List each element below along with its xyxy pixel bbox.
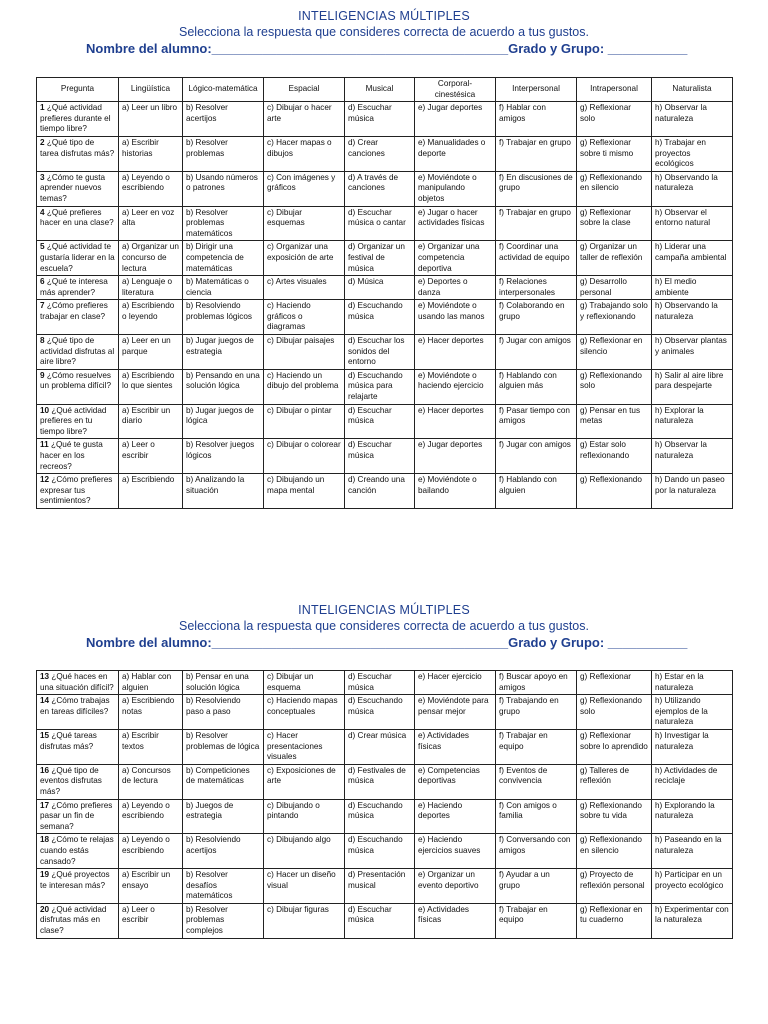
- answer-option-cell[interactable]: g) Reflexionar: [577, 671, 652, 695]
- answer-option-cell[interactable]: e) Manualidades o deporte: [415, 136, 496, 171]
- answer-option-cell[interactable]: f) Hablando con alguien: [496, 474, 577, 509]
- question-cell: [37, 136, 119, 171]
- question-text: ¿Cómo prefieres expresar tus sentimientos?: [40, 475, 113, 506]
- answer-option-cell[interactable]: g) Reflexionar sobre ti mismo: [577, 136, 652, 171]
- answer-option-cell[interactable]: f) Hablar con amigos: [496, 102, 577, 137]
- question-number: 4: [40, 207, 45, 217]
- answer-option-cell[interactable]: f) Coordinar una actividad de equipo: [496, 241, 577, 276]
- table-row: [37, 869, 733, 904]
- answer-option-cell[interactable]: b) Resolviendo acertijos: [183, 834, 264, 869]
- answer-option-cell[interactable]: f) Con amigos o familia: [496, 799, 577, 834]
- table-row: [37, 474, 733, 509]
- table-row: [37, 300, 733, 335]
- quiz-table-2: [36, 670, 733, 939]
- answer-option-cell[interactable]: f) Pasar tiempo con amigos: [496, 404, 577, 439]
- answer-option-cell[interactable]: b) Pensando en una solución lógica: [183, 369, 264, 404]
- answer-option-cell[interactable]: c) Dibujar esquemas: [264, 206, 345, 241]
- question-number: 7: [40, 301, 45, 311]
- answer-option-cell[interactable]: b) Pensar en una solución lógica: [183, 671, 264, 695]
- answer-option-cell[interactable]: h) Trabajar en proyectos ecológicos: [652, 136, 733, 171]
- answer-option-cell[interactable]: f) Trabajar en equipo: [496, 903, 577, 938]
- question-text: ¿Qué haces en una situación difícil?: [40, 672, 114, 692]
- answer-option-cell[interactable]: h) Salir al aire libre para despejarte: [652, 369, 733, 404]
- answer-option-cell[interactable]: h) Observando la naturaleza: [652, 300, 733, 335]
- answer-option-cell[interactable]: h) Actividades de reciclaje: [652, 764, 733, 799]
- answer-option-cell[interactable]: c) Dibujando o pintando: [264, 799, 345, 834]
- answer-option-cell[interactable]: h) Explorando la naturaleza: [652, 799, 733, 834]
- answer-option-cell[interactable]: e) Actividades físicas: [415, 903, 496, 938]
- answer-option-cell[interactable]: a) Leyendo o escribiendo: [119, 171, 183, 206]
- question-text: ¿Cómo te gusta aprender nuevos temas?: [40, 172, 106, 203]
- table-row: [37, 206, 733, 241]
- question-text: ¿Qué actividad prefieres en tu tiempo libre?: [40, 405, 107, 436]
- answer-option-cell[interactable]: h) Dando un paseo por la naturaleza: [652, 474, 733, 509]
- table-row: [37, 671, 733, 695]
- table-row: [37, 241, 733, 276]
- answer-option-cell[interactable]: e) Hacer ejercicio: [415, 671, 496, 695]
- question-text: ¿Qué te interesa más aprender?: [40, 277, 108, 297]
- answer-option-cell[interactable]: d) Presentación musical: [345, 869, 415, 904]
- answer-option-cell[interactable]: f) Eventos de convivencia: [496, 764, 577, 799]
- table-row: [37, 136, 733, 171]
- answer-option-cell[interactable]: c) Dibujando un mapa mental: [264, 474, 345, 509]
- column-header: Corporal-cinestésica: [415, 78, 496, 102]
- question-cell: [37, 276, 119, 300]
- table-row: [37, 764, 733, 799]
- answer-option-cell[interactable]: g) Talleres de reflexión: [577, 764, 652, 799]
- answer-option-cell[interactable]: g) Reflexionando en silencio: [577, 171, 652, 206]
- question-cell: [37, 241, 119, 276]
- answer-option-cell[interactable]: c) Organizar una exposición de arte: [264, 241, 345, 276]
- answer-option-cell[interactable]: g) Reflexionar solo: [577, 102, 652, 137]
- answer-option-cell[interactable]: a) Escribir textos: [119, 729, 183, 764]
- answer-option-cell[interactable]: e) Jugar deportes: [415, 439, 496, 474]
- table-row: [37, 903, 733, 938]
- column-header: Interpersonal: [496, 78, 577, 102]
- table-row: [37, 695, 733, 730]
- answer-option-cell[interactable]: g) Reflexionar en silencio: [577, 335, 652, 370]
- answer-option-cell[interactable]: c) Artes visuales: [264, 276, 345, 300]
- answer-option-cell[interactable]: d) Escuchar música: [345, 404, 415, 439]
- answer-option-cell[interactable]: e) Moviéndote para pensar mejor: [415, 695, 496, 730]
- question-cell: [37, 903, 119, 938]
- answer-option-cell[interactable]: e) Haciendo deportes: [415, 799, 496, 834]
- answer-option-cell[interactable]: c) Con imágenes y gráficos: [264, 171, 345, 206]
- question-number: 13: [40, 672, 50, 681]
- answer-option-cell[interactable]: a) Leer o escribir: [119, 903, 183, 938]
- question-cell: [37, 369, 119, 404]
- question-text: ¿Cómo trabajas en tareas difíciles?: [40, 696, 110, 716]
- answer-option-cell[interactable]: h) Observar la naturaleza: [652, 102, 733, 137]
- answer-option-cell[interactable]: e) Moviéndote o usando las manos: [415, 300, 496, 335]
- answer-option-cell[interactable]: d) Escuchando música: [345, 799, 415, 834]
- question-cell: [37, 695, 119, 730]
- answer-option-cell[interactable]: c) Hacer un diseño visual: [264, 869, 345, 904]
- table-row: [37, 834, 733, 869]
- sheet2-subtitle: Selecciona la respuesta que consideres correcta de acuerdo a tus gustos.: [179, 619, 589, 633]
- answer-option-cell[interactable]: f) Hablando con alguien más: [496, 369, 577, 404]
- answer-option-cell[interactable]: h) Observar el entorno natural: [652, 206, 733, 241]
- answer-option-cell[interactable]: a) Leer en un parque: [119, 335, 183, 370]
- answer-option-cell[interactable]: b) Resolver acertijos: [183, 102, 264, 137]
- answer-option-cell[interactable]: f) Trabajar en equipo: [496, 729, 577, 764]
- answer-option-cell[interactable]: c) Dibujar o hacer arte: [264, 102, 345, 137]
- sheet1-student-line: Nombre del alumno:_________________________________________Grado y Grupo: ___________: [86, 41, 688, 56]
- answer-option-cell[interactable]: c) Dibujando algo: [264, 834, 345, 869]
- answer-option-cell[interactable]: d) Escuchar música: [345, 671, 415, 695]
- answer-option-cell[interactable]: d) Escuchar música: [345, 102, 415, 137]
- question-cell: [37, 834, 119, 869]
- answer-option-cell[interactable]: c) Dibujar un esquema: [264, 671, 345, 695]
- answer-option-cell[interactable]: h) Estar en la naturaleza: [652, 671, 733, 695]
- question-text: ¿Qué tareas disfrutas más?: [40, 730, 97, 751]
- answer-option-cell[interactable]: c) Dibujar figuras: [264, 903, 345, 938]
- answer-option-cell[interactable]: d) Organizar un festival de música: [345, 241, 415, 276]
- answer-option-cell[interactable]: a) Leer un libro: [119, 102, 183, 137]
- quiz-table-1: [36, 77, 733, 509]
- answer-option-cell[interactable]: f) Trabajar en grupo: [496, 136, 577, 171]
- question-number: 16: [40, 765, 50, 775]
- answer-option-cell[interactable]: d) A través de canciones: [345, 171, 415, 206]
- question-number: 12: [40, 475, 50, 485]
- answer-option-cell[interactable]: g) Reflexionar sobre lo aprendido: [577, 729, 652, 764]
- question-text: ¿Qué prefieres hacer en una clase?: [40, 207, 114, 228]
- answer-option-cell[interactable]: c) Hacer mapas o dibujos: [264, 136, 345, 171]
- answer-option-cell[interactable]: e) Actividades físicas: [415, 729, 496, 764]
- answer-option-cell[interactable]: b) Resolviendo paso a paso: [183, 695, 264, 730]
- answer-option-cell[interactable]: c) Dibujar o pintar: [264, 404, 345, 439]
- answer-option-cell[interactable]: c) Dibujar o colorear: [264, 439, 345, 474]
- answer-option-cell[interactable]: h) Utilizando ejemplos de la naturaleza: [652, 695, 733, 730]
- question-number: 10: [40, 405, 50, 415]
- question-cell: [37, 671, 119, 695]
- answer-option-cell[interactable]: b) Analizando la situación: [183, 474, 264, 509]
- answer-option-cell[interactable]: a) Concursos de lectura: [119, 764, 183, 799]
- question-text: ¿Qué actividad prefieres durante el tiempo libre?: [40, 103, 111, 134]
- answer-option-cell[interactable]: e) Moviéndote o haciendo ejercicio: [415, 369, 496, 404]
- answer-option-cell[interactable]: a) Escribiendo notas: [119, 695, 183, 730]
- answer-option-cell[interactable]: d) Escuchando música: [345, 695, 415, 730]
- answer-option-cell[interactable]: b) Juegos de estrategia: [183, 799, 264, 834]
- column-header: Pregunta: [37, 78, 119, 102]
- answer-option-cell[interactable]: e) Jugar deportes: [415, 102, 496, 137]
- answer-option-cell[interactable]: e) Hacer deportes: [415, 404, 496, 439]
- answer-option-cell[interactable]: a) Leyendo o escribiendo: [119, 799, 183, 834]
- answer-option-cell[interactable]: g) Reflexionando solo: [577, 369, 652, 404]
- question-text: ¿Qué actividad disfrutas más en clase?: [40, 904, 107, 936]
- answer-option-cell[interactable]: d) Crear canciones: [345, 136, 415, 171]
- answer-option-cell[interactable]: h) Explorar la naturaleza: [652, 404, 733, 439]
- question-cell: [37, 206, 119, 241]
- question-text: ¿Cómo prefieres trabajar en clase?: [40, 301, 108, 321]
- question-text: ¿Qué tipo de tarea disfrutas más?: [40, 137, 115, 158]
- question-number: 6: [40, 277, 45, 287]
- answer-option-cell[interactable]: g) Reflexionando: [577, 474, 652, 509]
- question-text: ¿Qué tipo de actividad disfrutas al aire libre?: [40, 336, 115, 367]
- answer-option-cell[interactable]: e) Jugar o hacer actividades físicas: [415, 206, 496, 241]
- answer-option-cell[interactable]: d) Escuchar los sonidos del entorno: [345, 335, 415, 370]
- answer-option-cell[interactable]: g) Proyecto de reflexión personal: [577, 869, 652, 904]
- answer-option-cell[interactable]: g) Reflexionando solo: [577, 695, 652, 730]
- answer-option-cell[interactable]: a) Organizar un concurso de lectura: [119, 241, 183, 276]
- answer-option-cell[interactable]: a) Lenguaje o literatura: [119, 276, 183, 300]
- answer-option-cell[interactable]: b) Resolver problemas de lógica: [183, 729, 264, 764]
- question-number: 15: [40, 730, 50, 740]
- column-header: Lingüística: [119, 78, 183, 102]
- question-text: ¿Cómo prefieres pasar un fin de semana?: [40, 800, 113, 831]
- answer-option-cell[interactable]: c) Haciendo un dibujo del problema: [264, 369, 345, 404]
- sheet1-header: [0, 8, 768, 57]
- question-text: ¿Qué tipo de eventos disfrutas más?: [40, 765, 102, 796]
- answer-option-cell[interactable]: e) Hacer deportes: [415, 335, 496, 370]
- answer-option-cell[interactable]: b) Resolver problemas: [183, 136, 264, 171]
- column-header: Espacial: [264, 78, 345, 102]
- table-row: [37, 102, 733, 137]
- answer-option-cell[interactable]: f) Jugar con amigos: [496, 335, 577, 370]
- table-row: [37, 404, 733, 439]
- answer-option-cell[interactable]: d) Música: [345, 276, 415, 300]
- question-text: ¿Cómo te relajas cuando estás cansado?: [40, 835, 114, 866]
- answer-option-cell[interactable]: f) Trabajar en grupo: [496, 206, 577, 241]
- answer-option-cell[interactable]: a) Hablar con alguien: [119, 671, 183, 695]
- question-cell: [37, 474, 119, 509]
- answer-option-cell[interactable]: e) Moviéndote o manipulando objetos: [415, 171, 496, 206]
- answer-option-cell[interactable]: h) Observar la naturaleza: [652, 439, 733, 474]
- table-row: [37, 369, 733, 404]
- answer-option-cell[interactable]: e) Haciendo ejercicios suaves: [415, 834, 496, 869]
- table-row: [37, 276, 733, 300]
- answer-option-cell[interactable]: d) Festivales de música: [345, 764, 415, 799]
- answer-option-cell[interactable]: b) Competiciones de matemáticas: [183, 764, 264, 799]
- question-number: 18: [40, 835, 50, 845]
- answer-option-cell[interactable]: e) Organizar un evento deportivo: [415, 869, 496, 904]
- question-number: 19: [40, 870, 50, 880]
- answer-option-cell[interactable]: e) Deportes o danza: [415, 276, 496, 300]
- answer-option-cell[interactable]: d) Crear música: [345, 729, 415, 764]
- sheet2-header: [0, 602, 768, 651]
- question-number: 20: [40, 904, 50, 914]
- question-cell: [37, 102, 119, 137]
- answer-option-cell[interactable]: a) Escribiendo: [119, 474, 183, 509]
- answer-option-cell[interactable]: e) Competencias deportivas: [415, 764, 496, 799]
- question-text: ¿Qué proyectos te interesan más?: [40, 870, 110, 890]
- table-row: [37, 799, 733, 834]
- answer-option-cell[interactable]: g) Desarrollo personal: [577, 276, 652, 300]
- answer-option-cell[interactable]: b) Resolver problemas matemáticos: [183, 206, 264, 241]
- sheet2-student-line: Nombre del alumno:_________________________________________Grado y Grupo: ___________: [86, 635, 688, 650]
- answer-option-cell[interactable]: d) Escuchando música: [345, 834, 415, 869]
- answer-option-cell[interactable]: g) Organizar un taller de reflexión: [577, 241, 652, 276]
- answer-option-cell[interactable]: g) Reflexionando en silencio: [577, 834, 652, 869]
- column-header: Lógico-matemática: [183, 78, 264, 102]
- answer-option-cell[interactable]: a) Escribir historias: [119, 136, 183, 171]
- table-row: [37, 171, 733, 206]
- question-cell: [37, 335, 119, 370]
- question-number: 3: [40, 172, 45, 182]
- question-number: 17: [40, 800, 50, 810]
- answer-option-cell[interactable]: d) Escuchar música o cantar: [345, 206, 415, 241]
- question-cell: [37, 869, 119, 904]
- answer-option-cell[interactable]: h) Liderar una campaña ambiental: [652, 241, 733, 276]
- answer-option-cell[interactable]: f) Trabajando en grupo: [496, 695, 577, 730]
- answer-option-cell[interactable]: b) Matemáticas o ciencia: [183, 276, 264, 300]
- answer-option-cell[interactable]: b) Resolviendo problemas lógicos: [183, 300, 264, 335]
- answer-option-cell[interactable]: h) Observando la naturaleza: [652, 171, 733, 206]
- answer-option-cell[interactable]: d) Creando una canción: [345, 474, 415, 509]
- answer-option-cell[interactable]: g) Trabajando solo y reflexionando: [577, 300, 652, 335]
- answer-option-cell[interactable]: f) Conversando con amigos: [496, 834, 577, 869]
- answer-option-cell[interactable]: h) Paseando en la naturaleza: [652, 834, 733, 869]
- question-cell: [37, 729, 119, 764]
- answer-option-cell[interactable]: f) Ayudar a un grupo: [496, 869, 577, 904]
- answer-option-cell[interactable]: b) Jugar juegos de estrategia: [183, 335, 264, 370]
- question-cell: [37, 404, 119, 439]
- answer-option-cell[interactable]: a) Escribiendo lo que sientes: [119, 369, 183, 404]
- question-number: 8: [40, 336, 45, 346]
- sheet1-title: INTELIGENCIAS MÚLTIPLES: [298, 9, 470, 23]
- sheet1-subtitle: Selecciona la respuesta que consideres correcta de acuerdo a tus gustos.: [179, 25, 589, 39]
- answer-option-cell[interactable]: a) Escribiendo o leyendo: [119, 300, 183, 335]
- answer-option-cell[interactable]: a) Leyendo o escribiendo: [119, 834, 183, 869]
- answer-option-cell[interactable]: f) Buscar apoyo en amigos: [496, 671, 577, 695]
- question-text: ¿Qué te gusta hacer en los recreos?: [40, 440, 103, 471]
- question-number: 1: [40, 103, 45, 113]
- question-number: 2: [40, 137, 45, 147]
- answer-option-cell[interactable]: c) Haciendo mapas conceptuales: [264, 695, 345, 730]
- answer-option-cell[interactable]: c) Exposiciones de arte: [264, 764, 345, 799]
- answer-option-cell[interactable]: c) Hacer presentaciones visuales: [264, 729, 345, 764]
- table-header-row: [37, 78, 733, 102]
- sheet2-title: INTELIGENCIAS MÚLTIPLES: [298, 603, 470, 617]
- answer-option-cell[interactable]: e) Moviéndote o bailando: [415, 474, 496, 509]
- answer-option-cell[interactable]: a) Leer en voz alta: [119, 206, 183, 241]
- answer-option-cell[interactable]: f) Relaciones interpersonales: [496, 276, 577, 300]
- column-header: Naturalista: [652, 78, 733, 102]
- answer-option-cell[interactable]: d) Escuchando música para relajarte: [345, 369, 415, 404]
- answer-option-cell[interactable]: c) Dibujar paisajes: [264, 335, 345, 370]
- answer-option-cell[interactable]: c) Haciendo gráficos o diagramas: [264, 300, 345, 335]
- question-cell: [37, 439, 119, 474]
- answer-option-cell[interactable]: h) El medio ambiente: [652, 276, 733, 300]
- question-cell: [37, 171, 119, 206]
- question-text: ¿Qué actividad te gustaría liderar en la escuela?: [40, 242, 115, 273]
- answer-option-cell[interactable]: b) Dirigir una competencia de matemáticas: [183, 241, 264, 276]
- answer-option-cell[interactable]: h) Experimentar con la naturaleza: [652, 903, 733, 938]
- question-text: ¿Cómo resuelves un problema difícil?: [40, 370, 112, 391]
- question-cell: [37, 799, 119, 834]
- question-cell: [37, 300, 119, 335]
- question-cell: [37, 764, 119, 799]
- answer-option-cell[interactable]: h) Investigar la naturaleza: [652, 729, 733, 764]
- answer-option-cell[interactable]: h) Observar plantas y animales: [652, 335, 733, 370]
- answer-option-cell[interactable]: g) Reflexionando sobre tu vida: [577, 799, 652, 834]
- column-header: Intrapersonal: [577, 78, 652, 102]
- answer-option-cell[interactable]: b) Usando números o patrones: [183, 171, 264, 206]
- answer-option-cell[interactable]: f) En discusiones de grupo: [496, 171, 577, 206]
- answer-option-cell[interactable]: a) Leer o escribir: [119, 439, 183, 474]
- answer-option-cell[interactable]: g) Reflexionar en tu cuaderno: [577, 903, 652, 938]
- answer-option-cell[interactable]: b) Resolver desafíos matemáticos: [183, 869, 264, 904]
- answer-option-cell[interactable]: f) Jugar con amigos: [496, 439, 577, 474]
- question-number: 14: [40, 696, 50, 706]
- table-row: [37, 439, 733, 474]
- answer-option-cell[interactable]: d) Escuchando música: [345, 300, 415, 335]
- answer-option-cell[interactable]: h) Participar en un proyecto ecológico: [652, 869, 733, 904]
- answer-option-cell[interactable]: f) Colaborando en grupo: [496, 300, 577, 335]
- question-number: 9: [40, 370, 45, 380]
- question-number: 11: [40, 440, 49, 450]
- answer-option-cell[interactable]: d) Escuchar música: [345, 439, 415, 474]
- question-number: 5: [40, 242, 45, 252]
- answer-option-cell[interactable]: a) Escribir un ensayo: [119, 869, 183, 904]
- answer-option-cell[interactable]: d) Escuchar música: [345, 903, 415, 938]
- answer-option-cell[interactable]: e) Organizar una competencia deportiva: [415, 241, 496, 276]
- table-row: [37, 729, 733, 764]
- answer-option-cell[interactable]: b) Jugar juegos de lógica: [183, 404, 264, 439]
- table-row: [37, 335, 733, 370]
- answer-option-cell[interactable]: g) Estar solo reflexionando: [577, 439, 652, 474]
- answer-option-cell[interactable]: b) Resolver problemas complejos: [183, 903, 264, 938]
- answer-option-cell[interactable]: g) Reflexionar sobre la clase: [577, 206, 652, 241]
- column-header: Musical: [345, 78, 415, 102]
- answer-option-cell[interactable]: b) Resolver juegos lógicos: [183, 439, 264, 474]
- answer-option-cell[interactable]: g) Pensar en tus metas: [577, 404, 652, 439]
- answer-option-cell[interactable]: a) Escribir un diario: [119, 404, 183, 439]
